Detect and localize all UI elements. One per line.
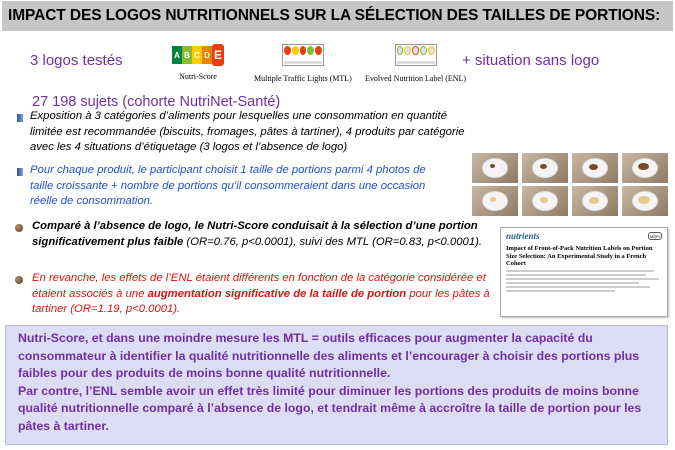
enl-result-start: En revanche, les effets de l’ENL étaient différents en fonction de la catégorie considérée et étaient associés à une <box>32 272 486 300</box>
article-text-lines <box>506 270 662 292</box>
enl-logo <box>365 44 466 83</box>
enl-result-bold: augmentation significative de la taille de portion <box>147 287 407 300</box>
nutriscore-result-rest: (OR=0.76, p<0.0001), suivi des MTL (OR=0.83, p<0.0001). <box>183 235 482 248</box>
nutriscore-result-bold: Comparé à l’absence de logo, le Nutri-Score conduisait à la sélection d’une portion significativement plus faible <box>32 220 478 248</box>
bullet-portion-choice: Pour chaque produit, le participant choisit 1 taille de portions parmi 4 photos de taille croissante + nombre de portions qu’il consommeraient dans une occasion réelle de consommation. <box>30 164 426 207</box>
nutriscore-letter-c: C <box>192 46 202 64</box>
subjects-count: 27 198 sujets (cohorte NutriNet-Santé) <box>32 94 281 110</box>
portion-photo <box>472 153 518 183</box>
portion-photo <box>522 186 568 216</box>
conclusion-box <box>5 325 668 445</box>
journal-name: nutrients <box>506 231 540 241</box>
bullet-exposure: Exposition à 3 catégories d’aliments pour lesquelles une consommation en quantité limitée est recommandée (biscuits, fromages, pâtes à tartiner), 4 produits par catégorie avec les 4 situations d’étiquetage (3 logos et l’absence de logo) <box>30 110 465 153</box>
enl-caption: Evolved Nutrition Label (ENL) <box>365 74 467 83</box>
enl-result-end: pour les pâtes à tartiner (OR=1.19, p<0.0001). <box>32 287 490 315</box>
conclusion-paragraph-2: Par contre, l’ENL semble avoir un effet très limité pour diminuer les portions des produits de moins bonne qualité nutritionnelle comparé à l’absence de logo, et tendrait même à accroître la taille de portion pour les pâtes à tartiner. <box>18 383 642 433</box>
portion-photo <box>622 186 668 216</box>
round-bullet-icon <box>15 224 23 232</box>
article-thumbnail <box>500 227 668 317</box>
logos-row <box>0 38 675 88</box>
nutriscore-scale <box>172 46 224 64</box>
mdpi-badge: MDPI <box>650 233 660 239</box>
portion-photo <box>572 186 618 216</box>
nutriscore-letter-b: B <box>182 46 192 64</box>
no-logo-situation: + situation sans logo <box>462 52 600 69</box>
portion-photo <box>572 153 618 183</box>
nutriscore-letter-a: A <box>172 46 182 64</box>
logos-tested-label: 3 logos testés <box>30 52 123 69</box>
portion-photo <box>622 153 668 183</box>
nutriscore-letter-d: D <box>202 46 212 64</box>
title-bar <box>2 1 673 31</box>
slide-title: IMPACT DES LOGOS NUTRITIONNELS SUR LA SÉLECTION DES TAILLES DE PORTIONS: <box>8 7 661 24</box>
mtl-caption: Multiple Traffic Lights (MTL) <box>254 74 352 83</box>
nutriscore-logo <box>172 46 224 81</box>
enl-label-icon <box>395 44 437 66</box>
nutriscore-letter-e: E <box>212 44 224 66</box>
mtl-label-icon <box>282 44 324 66</box>
square-bullet-icon <box>17 114 23 122</box>
portion-photo <box>522 153 568 183</box>
square-bullet-icon <box>17 168 23 176</box>
portion-photo <box>472 186 518 216</box>
mtl-logo <box>254 44 352 83</box>
nutriscore-caption: Nutri-Score <box>179 72 217 81</box>
round-bullet-icon <box>15 276 23 284</box>
article-title: Impact of Front-of-Pack Nutrition Labels on Portion Size Selection: An Experimental Study in a French Cohort <box>506 245 653 267</box>
bullet-nutriscore-result <box>32 219 502 250</box>
bullet-enl-result <box>32 271 502 318</box>
conclusion-paragraph-1: Nutri-Score, et dans une moindre mesure les MTL = outils efficaces pour augmenter la capacité du consommateur à identifier la qualité nutritionnelle des aliments et l’encourager à choisir des portions plus faibles pour des produits de moins bonne qualité nutritionnelle. <box>18 331 640 380</box>
portion-photos <box>472 153 668 219</box>
